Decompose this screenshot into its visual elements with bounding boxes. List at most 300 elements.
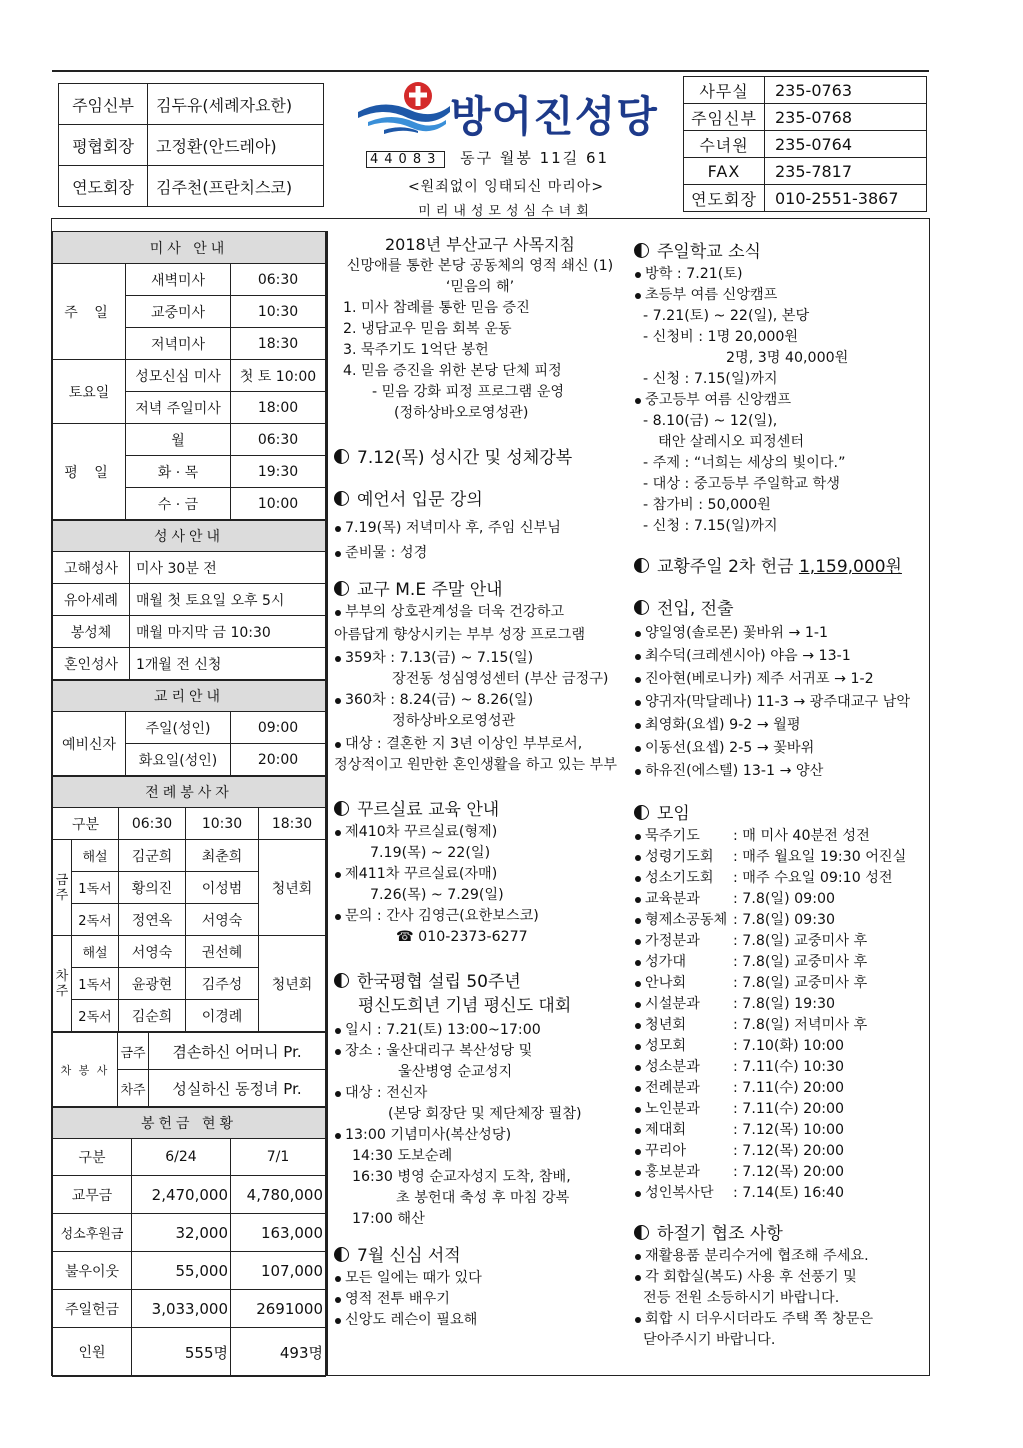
officer-row [59,84,324,125]
pastoral-item: 3. 묵주기도 1억단 봉헌 [343,342,489,358]
servers-name: 서영숙 [186,904,259,936]
contact-row [684,158,927,185]
meeting-name: 교육분과 [645,891,700,907]
meeting-info: : 7.8(일) 교중미사 후 [733,933,868,949]
servers-name: 서영숙 [119,936,186,968]
sacrament-value: 1개월 전 신청 [130,648,326,680]
mass-time: 18:30 [231,328,326,360]
mass-time: 10:30 [231,296,326,328]
meeting-item [634,1120,924,1141]
servers-title: 전례봉사자 [53,777,326,808]
elem-fee: - 신청비 : 1명 20,000원 [643,329,799,345]
mass-time: 06:30 [231,264,326,296]
sunday-school-title: 주일학교 소식 [657,242,761,262]
church-logo [354,76,454,140]
meeting-info: : 7.10(화) 10:00 [733,1038,845,1054]
meeting-info: : 7.12(목) 20:00 [733,1164,845,1180]
offering-row [53,1328,326,1377]
meeting-item [634,973,924,994]
mass-sunday-label: 주 일 [53,264,126,360]
offering-label: 주일헌금 [53,1290,132,1328]
summer-item-cont: 전등 전원 소등하시기 바랍니다. [643,1290,840,1306]
council-schedule: 초 봉헌대 축성 후 마침 강복 [396,1190,570,1206]
council-target2: (본당 회장단 및 제단체장 필참) [388,1106,582,1122]
church-name: 방어진성당 [450,92,658,141]
prophet-heading [334,488,626,512]
prophet-title: 예언서 입문 강의 [357,490,483,510]
meeting-info: : 7.11(수) 10:30 [733,1059,845,1075]
meeting-item [634,1183,924,1204]
meeting-name: 노인분과 [645,1101,700,1117]
book-item: 영적 전투 배우기 [334,1289,626,1310]
offering-value: 2691000 [231,1290,326,1328]
meeting-name: 성모회 [645,1038,687,1054]
me-359: 359차 : 7.13(금) ~ 7.15(일) [334,648,626,669]
contact-row [684,104,927,131]
officer-row [59,125,324,166]
holy-hour-heading [334,446,626,470]
me-360-place: 정하상바오로영성관 [392,713,516,729]
half-circle-icon [334,581,349,596]
servers-head-cell: 06:30 [119,808,186,840]
meeting-info: : 7.8(일) 교중미사 후 [733,954,868,970]
pastoral-item: - 믿음 강화 피정 프로그램 운영 [372,384,565,400]
address-line [366,147,609,168]
contact-row [684,185,927,212]
mass-weekday-label: 평 일 [53,424,126,520]
postcode: 44083 [366,151,445,168]
servers-role: 해설 [72,936,119,968]
column-divider [326,231,328,1375]
meeting-item [634,910,924,931]
servers-role: 2독서 [72,904,119,936]
contact-row [684,77,927,104]
move-title: 전입, 전출 [657,599,734,619]
car-week: 차주 [118,1070,149,1107]
offering-label: 교무금 [53,1176,132,1214]
contact-value: 235-0764 [765,131,927,158]
council-title2: 평신도희년 기념 평신도 대회 [358,996,572,1016]
motto: <원죄없이 잉태되신 마리아> [407,179,605,195]
servers-youth: 청년회 [259,936,326,1032]
servers-name: 김순희 [119,1000,186,1032]
offering-head-cell: 7/1 [231,1139,326,1176]
sacrament-row [53,584,326,616]
mass-title: 미사 안내 [53,232,326,264]
car-label: 차 봉 사 [53,1033,118,1107]
left-panel [52,231,326,1377]
servers-name: 김군희 [119,840,186,872]
meeting-name: 성령기도회 [645,849,714,865]
mid-place: 태안 살레시오 피정센터 [658,434,805,450]
sisters: 미리내성모성심수녀회 [418,204,594,219]
offering-head-cell: 구분 [53,1139,132,1176]
half-circle-icon [334,973,349,988]
mid-title: 중고등부 여름 신앙캠프 [634,390,924,411]
officer-value: 김두유(세례자요한) [148,84,324,125]
me-360: 360차 : 8.24(금) ~ 8.26(일) [334,690,626,711]
meeting-item [634,868,924,889]
car-name: 성실하신 동정녀 Pr. [149,1070,326,1107]
meeting-item [634,1141,924,1162]
offering-value: 2,470,000 [132,1176,231,1214]
catechism-title: 교리안내 [53,681,326,712]
me-desc: 부부의 상호관계성을 더욱 건강하고 [334,602,626,623]
officer-label: 주임신부 [59,84,148,125]
contact-label: 사무실 [684,77,765,104]
mass-name: 저녁 주일미사 [126,392,231,424]
mass-name: 수 · 금 [126,488,231,520]
contact-value: 235-7817 [765,158,927,185]
servers-role: 2독서 [72,1000,119,1032]
offering-value: 107,000 [231,1252,326,1290]
council-title: 한국평협 설립 50주년 [357,972,521,992]
servers-table [52,776,326,1032]
offering-head-cell: 6/24 [132,1139,231,1176]
sacrament-row [53,616,326,648]
servers-head-cell: 10:30 [186,808,259,840]
council-schedule: 14:30 도보순례 [352,1148,453,1164]
council-place2: 울산병영 순교성지 [398,1064,513,1080]
pastoral-item: (정하상바오로영성관) [394,405,529,421]
move-item: 양일영(솔로몬) 꽃바위 → 1-1 [634,623,924,644]
pastoral-sub: 신망애를 통한 본당 공동체의 영적 쇄신 (1) [346,258,614,274]
address: 동구 월봉 11길 61 [460,149,610,167]
cursillo-contact: 문의 : 간사 김영근(요한보스코) [334,906,626,927]
half-circle-icon [334,449,349,464]
top-rule [52,70,929,72]
meeting-list [634,826,924,1204]
contact-label: 연도회장 [684,185,765,212]
meeting-name: 홍보분과 [645,1164,700,1180]
car-service-table [52,1032,326,1107]
offering-row [53,1176,326,1214]
meeting-name: 형제소공동체 [645,912,728,928]
summer-heading [634,1222,924,1246]
meeting-name: 성소기도회 [645,870,714,886]
mid-date: - 8.10(금) ~ 12(일), [643,413,778,429]
move-item: 하유진(에스텔) 13-1 → 양산 [634,761,924,782]
pope-prefix: 교황주일 2차 헌금 [657,557,799,577]
meeting-name: 성인복사단 [645,1185,714,1201]
cursillo-411-date: 7.26(목) ~ 7.29(일) [370,887,504,903]
meeting-name: 제대회 [645,1122,687,1138]
offering-row [53,1252,326,1290]
servers-next-week: 차주 [53,936,72,1032]
car-name: 겸손하신 어머니 Pr. [149,1033,326,1070]
mass-table [52,231,326,520]
elem-apply: - 신청 : 7.15(일)까지 [643,371,778,387]
cursillo-heading [334,798,626,822]
book-item: 신앙도 레슨이 필요해 [334,1310,626,1331]
right-column [634,226,924,1351]
council-schedule: 17:00 해산 [352,1211,425,1227]
offering-value: 493명 [231,1328,326,1377]
offering-label: 인원 [53,1328,132,1377]
half-circle-icon [334,1247,349,1262]
me-desc: 아름답게 향상시키는 부부 성장 프로그램 [334,627,586,643]
meeting-item [634,994,924,1015]
sacrament-label: 혼인성사 [53,648,130,680]
prophet-item: 7.19(목) 저녁미사 후, 주임 신부님 [334,518,626,539]
mass-saturday-label: 토요일 [53,360,126,424]
catechism-day: 주일(성인) [126,712,231,744]
summer-title: 하절기 협조 사항 [657,1224,783,1244]
half-circle-icon [334,801,349,816]
council-schedule: 16:30 병영 순교자성지 도착, 참배, [352,1169,571,1185]
offering-value: 4,780,000 [231,1176,326,1214]
catechism-time: 09:00 [231,712,326,744]
me-target: 정상적이고 원만한 혼인생활을 하고 있는 부부 [334,757,617,773]
books-heading [334,1244,626,1268]
sacrament-row [53,648,326,680]
mass-time: 18:00 [231,392,326,424]
cursillo-410: 제410차 꾸르실료(형제) [334,822,626,843]
contact-row [684,131,927,158]
middle-column [334,234,626,1331]
meeting-item [634,847,924,868]
books-title: 7월 신심 서적 [357,1246,461,1266]
meeting-info: : 매주 월요일 19:30 어진실 [733,849,907,865]
offering-head [53,1139,326,1176]
offering-value: 555명 [132,1328,231,1377]
meeting-item [634,826,924,847]
half-circle-icon [634,1225,649,1240]
move-item: 최영화(요셉) 9-2 → 월평 [634,715,924,736]
offering-label: 성소후원금 [53,1214,132,1252]
meeting-info: : 7.8(일) 교중미사 후 [733,975,868,991]
mass-name: 새벽미사 [126,264,231,296]
sacrament-table [52,520,326,680]
mid-target: - 대상 : 중고등부 주일학교 학생 [643,476,840,492]
move-item: 진아현(베로니카) 제주 서귀포 → 1-2 [634,669,924,690]
offering-value: 3,033,000 [132,1290,231,1328]
servers-head-cell: 18:30 [259,808,326,840]
meeting-info: : 7.12(목) 10:00 [733,1122,845,1138]
me-359-place: 장전동 성심영성센터 (부산 금정구) [392,671,609,687]
meeting-info: : 7.14(토) 16:40 [733,1185,845,1201]
mass-name: 교중미사 [126,296,231,328]
meeting-info: : 매 미사 40분전 성전 [733,828,870,844]
meeting-info: : 7.8(일) 19:30 [733,996,836,1012]
servers-this-week: 금주 [53,840,72,936]
meeting-info: : 7.8(일) 09:30 [733,912,836,928]
cursillo-title: 꾸르실료 교육 안내 [357,800,500,820]
meeting-info: : 7.12(목) 20:00 [733,1143,845,1159]
servers-name: 이경례 [186,1000,259,1032]
catechism-table [52,680,326,776]
cursillo-411: 제411차 꾸르실료(자매) [334,864,626,885]
servers-head [53,808,326,840]
servers-row [53,840,326,872]
servers-role: 1독서 [72,968,119,1000]
contact-value: 010-2551-3867 [765,185,927,212]
meeting-name: 시설분과 [645,996,700,1012]
meeting-info: : 7.8(일) 09:00 [733,891,836,907]
council-place: 장소 : 울산대리구 복산성당 및 [334,1041,626,1062]
meeting-name: 묵주기도 [645,828,700,844]
contact-label: FAX [684,158,765,185]
meeting-item [634,1099,924,1120]
mid-apply: - 신청 : 7.15(일)까지 [643,518,778,534]
servers-row [53,936,326,968]
mass-name: 저녁미사 [126,328,231,360]
sacrament-value: 매월 첫 토요일 오후 5시 [130,584,326,616]
pastoral-year: ‘믿음의 해’ [445,279,515,295]
meeting-item [634,1078,924,1099]
officer-value: 고정환(안드레아) [148,125,324,166]
meeting-name: 안나회 [645,975,687,991]
offering-value: 32,000 [132,1214,231,1252]
servers-head-cell: 구분 [53,808,119,840]
me-target: 대상 : 결혼한 지 3년 이상인 부부로서, [334,734,626,755]
half-circle-icon [634,805,649,820]
officer-value: 김주천(프란치스코) [148,166,324,207]
catechism-day: 화요일(성인) [126,744,231,776]
meeting-item [634,1057,924,1078]
mass-time: 첫 토 10:00 [231,360,326,392]
meeting-info: : 7.11(수) 20:00 [733,1101,845,1117]
summer-item-cont: 닫아주시기 바랍니다. [643,1332,776,1348]
servers-youth: 청년회 [259,840,326,936]
officers-table [58,83,324,207]
officer-label: 평협회장 [59,125,148,166]
car-week: 금주 [118,1033,149,1070]
summer-item: 재활용품 분리수거에 협조해 주세요. [634,1246,924,1267]
pastoral-item: 2. 냉담교우 믿음 회복 운동 [343,321,512,337]
catechism-label: 예비신자 [53,712,126,776]
council-target: 대상 : 전신자 [334,1083,626,1104]
mass-row [53,264,326,296]
meeting-item [634,931,924,952]
council-date: 일시 : 7.21(토) 13:00~17:00 [334,1020,626,1041]
contact-label: 주임신부 [684,104,765,131]
council-schedule: 13:00 기념미사(복산성당) [334,1125,626,1146]
pope-amount: 1,159,000원 [798,557,902,577]
offering-row [53,1214,326,1252]
meeting-name: 가정분과 [645,933,700,949]
servers-name: 정연옥 [119,904,186,936]
meeting-name: 성소분과 [645,1059,700,1075]
contacts-box [683,76,927,212]
pastoral-item: 1. 미사 참례를 통한 믿음 증진 [343,300,530,316]
pastoral-title: 2018년 부산교구 사목지침 [385,235,575,254]
move-item: 이동선(요셉) 2-5 → 꽃바위 [634,738,924,759]
offering-value: 163,000 [231,1214,326,1252]
pastoral-item: 4. 믿음 증진을 위한 본당 단체 피정 [343,363,562,379]
servers-role: 해설 [72,840,119,872]
servers-name: 윤광현 [119,968,186,1000]
half-circle-icon [334,491,349,506]
mass-time: 10:00 [231,488,326,520]
mass-name: 성모신심 미사 [126,360,231,392]
pope-heading [634,555,924,579]
sacrament-label: 고해성사 [53,552,130,584]
meeting-heading [634,802,924,826]
me-title: 교구 M.E 주말 안내 [357,580,503,600]
servers-name: 이성범 [186,872,259,904]
meeting-info: : 매주 수요일 09:10 성전 [733,870,893,886]
servers-name: 김주성 [186,968,259,1000]
officer-row [59,166,324,207]
mass-time: 06:30 [231,424,326,456]
book-item: 모든 일에는 때가 있다 [334,1268,626,1289]
meeting-name: 성가대 [645,954,687,970]
summer-item: 각 회합실(복도) 사용 후 선풍기 및 [634,1267,924,1288]
holy-hour: 7.12(목) 성시간 및 성체강복 [357,448,573,468]
elem-fee: 2명, 3명 40,000원 [726,350,849,366]
cursillo-410-date: 7.19(목) ~ 22(일) [370,845,491,861]
offering-row [53,1290,326,1328]
sacrament-value: 미사 30분 전 [130,552,326,584]
sacrament-label: 봉성체 [53,616,130,648]
catechism-time: 20:00 [231,744,326,776]
servers-role: 1독서 [72,872,119,904]
mid-theme: - 주제 : “너희는 세상의 빛이다.” [643,455,846,471]
officer-label: 연도회장 [59,166,148,207]
sunday-school-heading [634,240,924,264]
meeting-item [634,1036,924,1057]
mass-name: 월 [126,424,231,456]
meeting-title: 모임 [657,804,690,824]
half-circle-icon [634,243,649,258]
contact-value: 235-0763 [765,77,927,104]
mass-row [53,424,326,456]
council-heading [334,970,626,994]
meeting-item [634,1162,924,1183]
mass-name: 화 · 목 [126,456,231,488]
meeting-item [634,952,924,973]
meeting-name: 전례분과 [645,1080,700,1096]
offering-value: 55,000 [132,1252,231,1290]
prophet-item: 준비물 : 성경 [334,543,626,564]
offering-title: 봉헌금 현황 [53,1108,326,1139]
contact-label: 수녀원 [684,131,765,158]
move-heading [634,597,924,621]
sacrament-row [53,552,326,584]
elem-date: - 7.21(토) ~ 22(일), 본당 [643,308,810,324]
offering-table [52,1107,326,1377]
car-row [53,1033,326,1070]
sacrament-value: 매월 마지막 금 10:30 [130,616,326,648]
meeting-item [634,889,924,910]
meeting-item [634,1015,924,1036]
move-item: 양귀자(막달레나) 11-3 → 광주대교구 남악 [634,692,924,713]
elem-title: 초등부 여름 신앙캠프 [634,285,924,306]
contact-value: 235-0768 [765,104,927,131]
mid-fee: - 참가비 : 50,000원 [643,497,771,513]
sacrament-title: 성사안내 [53,521,326,552]
meeting-name: 꾸리아 [645,1143,687,1159]
sacrament-label: 유아세례 [53,584,130,616]
mass-time: 19:30 [231,456,326,488]
cursillo-phone: ☎ 010-2373-6277 [396,929,528,945]
half-circle-icon [634,600,649,615]
offering-label: 불우이웃 [53,1252,132,1290]
mass-row [53,360,326,392]
meeting-info: : 7.8(일) 저녁미사 후 [733,1017,868,1033]
me-heading [334,578,626,602]
half-circle-icon [634,558,649,573]
move-item: 최수덕(크레센시아) 야음 → 13-1 [634,646,924,667]
catechism-row [53,712,326,744]
servers-name: 최춘희 [186,840,259,872]
servers-name: 황의진 [119,872,186,904]
vacation: 방학 : 7.21(토) [634,264,924,285]
servers-name: 권선혜 [186,936,259,968]
wave-cross-icon [354,76,454,140]
summer-item: 회합 시 더우시더라도 주택 쪽 창문은 [634,1309,924,1330]
